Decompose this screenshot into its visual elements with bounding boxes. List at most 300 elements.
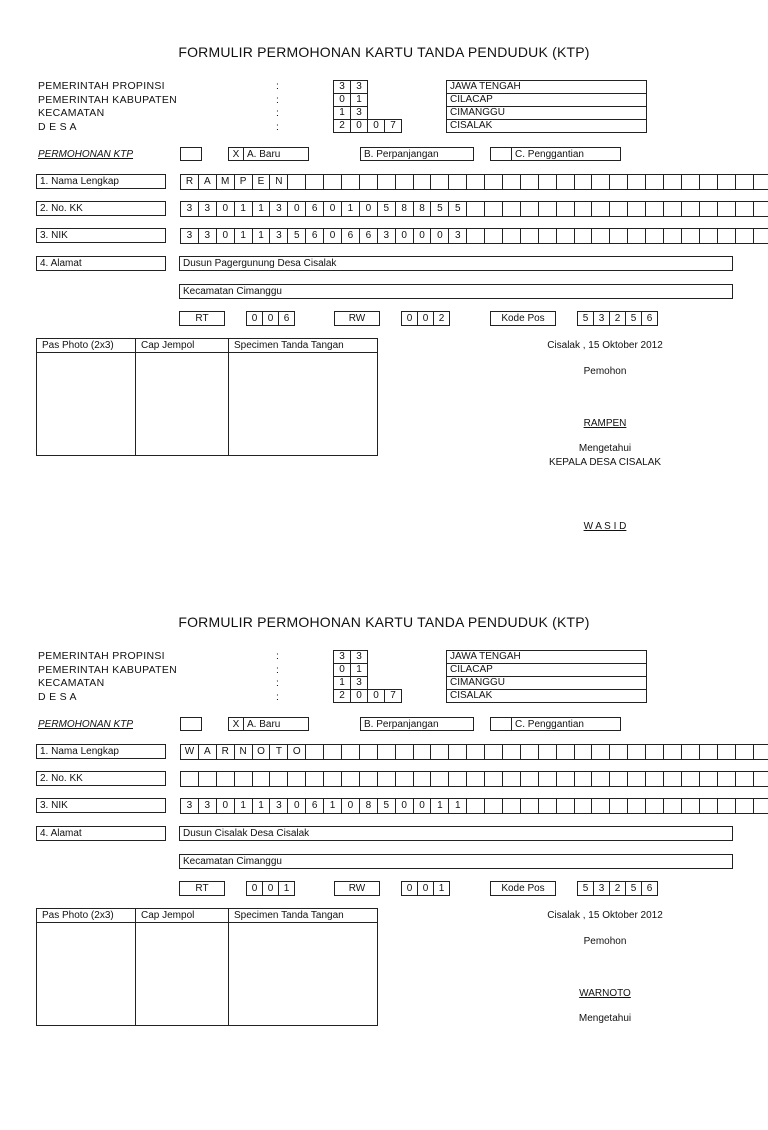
code-cell: 0 [333,663,351,677]
nik-cell [591,228,610,244]
permohonan-label: PERMOHONAN KTP [38,719,133,730]
alamat-line1[interactable]: Dusun Pagergunung Desa Cisalak [179,256,733,271]
code-cell: 7 [384,689,402,703]
option-penggantian[interactable] [490,147,621,161]
nik-cell: 5 [287,228,306,244]
kk-cell: 1 [341,201,360,217]
nama-cell [430,744,449,760]
kodepos-cell: 2 [609,311,626,326]
option-baru[interactable] [228,717,309,731]
colon: : [276,691,279,705]
kodepos-label: Kode Pos [490,881,556,896]
region-names [446,80,647,133]
nama-cell [663,744,682,760]
kabupaten-code [334,663,402,677]
nik-cell: 3 [198,228,217,244]
nama-cell [717,174,736,190]
nik-cell: 0 [216,228,235,244]
nama-cell [735,174,754,190]
rt-cells[interactable] [247,881,295,896]
nama-cell [627,744,646,760]
nama-cell: A [198,744,217,760]
nik-cell [466,228,485,244]
kk-cell: 3 [269,201,288,217]
kk-cell [305,771,324,787]
nama-cell: R [216,744,235,760]
nik-cell [520,228,539,244]
nik-cell [717,798,736,814]
kodepos-cell: 5 [625,311,642,326]
kk-cell [681,771,700,787]
kk-cell [538,201,557,217]
desa-code [334,689,402,703]
region-label: KECAMATAN [38,677,177,691]
rt-cell: 1 [278,881,295,896]
nik-cell [645,228,664,244]
kk-cell [717,201,736,217]
colon: : [276,107,279,121]
kk-cell [520,771,539,787]
kk-cell [430,771,449,787]
nama-cell [591,174,610,190]
nik-cell [502,228,521,244]
nik-cell: 0 [430,228,449,244]
nama-cell: R [180,174,199,190]
kabupaten-code [334,93,402,107]
specimen-header: Specimen Tanda Tangan [229,909,378,923]
kk-cell [627,201,646,217]
nama-cell [484,744,503,760]
option-penggantian[interactable] [490,717,621,731]
kodepos-cell: 5 [577,881,594,896]
cap-jempol-area [136,353,229,456]
nik-label: 3. NIK [36,228,166,243]
colon: : [276,94,279,108]
rw-label: RW [334,311,380,326]
nik-cell [681,228,700,244]
nik-cell [663,798,682,814]
option-baru-label: A. Baru [243,147,309,161]
pas-photo-header: Pas Photo (2x3) [37,339,136,353]
colon: : [276,664,279,678]
pas-photo-header: Pas Photo (2x3) [37,909,136,923]
photo-table [36,908,378,1026]
code-cell: 0 [350,689,368,703]
nik-cell: 0 [413,228,432,244]
permohonan-label: PERMOHONAN KTP [38,149,133,160]
kk-cell [413,771,432,787]
nama-cell [699,174,718,190]
rw-cell: 0 [417,881,434,896]
photo-table-header [37,339,378,353]
permohonan-checkbox[interactable] [180,147,202,161]
alamat-line2[interactable]: Kecamatan Cimanggu [179,854,733,869]
nama-cell [520,174,539,190]
nik-cell: 6 [305,798,324,814]
photo-table [36,338,378,456]
option-perpanjangan[interactable]: B. Perpanjangan [360,717,474,731]
region-label: D E S A [38,121,177,135]
form-title: FORMULIR PERMOHONAN KARTU TANDA PENDUDUK (KTP) [0,44,768,60]
nama-cell [681,174,700,190]
nik-cell [753,798,768,814]
code-cell: 3 [350,106,368,120]
permohonan-checkbox[interactable] [180,717,202,731]
kk-cell [198,771,217,787]
kk-cell [609,201,628,217]
pemohon-name [505,988,705,999]
code-cell: 3 [350,80,368,94]
code-cell: 2 [333,689,351,703]
alamat-line2[interactable]: Kecamatan Cimanggu [179,284,733,299]
kodepos-cell: 5 [625,881,642,896]
kk-cell [735,771,754,787]
nik-cell: 1 [430,798,449,814]
kodepos-cell: 3 [593,311,610,326]
nama-cell [466,174,485,190]
code-cell: 0 [367,119,385,133]
nama-cell [395,744,414,760]
rt-cell: 0 [246,311,263,326]
nama-cell [395,174,414,190]
kk-cell [645,201,664,217]
kk-cell [180,771,199,787]
ktp-form [0,570,768,1130]
colon: : [276,121,279,135]
region-label: PEMERINTAH PROPINSI [38,80,177,94]
nama-cell [753,744,768,760]
region-colons [276,80,279,134]
region-labels [38,650,177,704]
code-cell: 0 [367,689,385,703]
rw-cell: 1 [433,881,450,896]
kodepos-cells[interactable] [578,881,658,896]
kk-grid[interactable] [181,201,768,217]
nik-cell [484,798,503,814]
desa-code [334,119,402,133]
kk-cell: 6 [305,201,324,217]
nik-cell: 0 [395,798,414,814]
nama-cell [359,744,378,760]
nama-cell [556,744,575,760]
region-name: CILACAP [446,93,647,107]
kodepos-cell: 6 [641,311,658,326]
colon: : [276,650,279,664]
region-names [446,650,647,703]
nama-cell [502,744,521,760]
nama-cell [538,174,557,190]
nama-cell [377,744,396,760]
nama-cell: A [198,174,217,190]
nama-cell [341,744,360,760]
kk-cell [574,771,593,787]
code-cell: 3 [350,676,368,690]
nik-cell: 1 [323,798,342,814]
nik-cell [609,798,628,814]
kk-cell [484,771,503,787]
nik-cell [627,798,646,814]
nik-cell: 0 [287,798,306,814]
kk-cell: 1 [234,201,253,217]
nama-cell [413,744,432,760]
kk-cell [574,201,593,217]
kk-grid[interactable] [181,771,768,787]
photo-table-body [37,353,378,456]
rw-cell: 0 [401,881,418,896]
option-penggantian-label: C. Penggantian [511,717,621,731]
specimen-area[interactable] [229,353,378,456]
nik-grid[interactable] [181,798,768,814]
cap-jempol-area [136,923,229,1026]
region-name: CILACAP [446,663,647,677]
nik-cell [466,798,485,814]
cap-jempol-header: Cap Jempol [136,339,229,353]
kk-cell [699,201,718,217]
nik-cell: 1 [252,228,271,244]
nik-cell: 0 [395,228,414,244]
nama-cell [556,174,575,190]
specimen-area[interactable] [229,923,378,1026]
nama-cell [645,744,664,760]
region-codes [334,650,402,703]
nama-cell [323,174,342,190]
kk-cell [591,771,610,787]
nik-cell [753,228,768,244]
colon: : [276,677,279,691]
colon: : [276,80,279,94]
kk-cell [466,201,485,217]
kk-cell [341,771,360,787]
nama-cell [609,744,628,760]
kk-cell: 0 [216,201,235,217]
nama-cell [287,174,306,190]
nama-cell [377,174,396,190]
code-cell: 0 [333,93,351,107]
pas-photo-area [37,923,136,1026]
nik-grid[interactable] [181,228,768,244]
region-label: PEMERINTAH KABUPATEN [38,94,177,108]
kk-cell [699,771,718,787]
kk-cell [609,771,628,787]
kk-cell [466,771,485,787]
nama-cell [753,174,768,190]
kk-cell [359,771,378,787]
kk-cell [663,771,682,787]
nik-cell: 5 [377,798,396,814]
option-baru[interactable] [228,147,309,161]
kk-cell [520,201,539,217]
nik-cell [609,228,628,244]
nama-cell: O [252,744,271,760]
nik-cell [484,228,503,244]
kk-cell [323,771,342,787]
rt-cell: 0 [262,311,279,326]
nik-cell: 3 [198,798,217,814]
kk-cell: 0 [359,201,378,217]
region-label: PEMERINTAH PROPINSI [38,650,177,664]
nama-cell [735,744,754,760]
option-baru-mark: X [228,717,244,731]
nik-cell: 8 [359,798,378,814]
kk-cell [234,771,253,787]
nik-cell [502,798,521,814]
kk-label: 2. No. KK [36,771,166,786]
nik-cell: 6 [359,228,378,244]
nik-cell [645,798,664,814]
nik-cell [538,798,557,814]
nik-cell: 3 [180,798,199,814]
nama-cell: O [287,744,306,760]
pemohon-name [505,418,705,429]
region-label: KECAMATAN [38,107,177,121]
nik-cell [699,798,718,814]
nama-cell [413,174,432,190]
kk-cell [663,201,682,217]
rw-label: RW [334,881,380,896]
nik-cell [735,228,754,244]
rt-label: RT [179,881,225,896]
kk-cell [502,771,521,787]
nama-grid[interactable] [181,744,768,760]
nama-cell [484,174,503,190]
nama-cell [520,744,539,760]
kepala-desa-name [505,521,705,532]
nama-cell: E [252,174,271,190]
ktp-form [0,0,768,560]
kk-cell: 5 [448,201,467,217]
rw-cell: 0 [417,311,434,326]
nama-cell [717,744,736,760]
nama-cell [466,744,485,760]
region-colons [276,650,279,704]
nama-cell [448,174,467,190]
nama-cell [341,174,360,190]
option-penggantian-checkbox [490,147,512,161]
nama-grid[interactable] [181,174,768,190]
kk-cell [556,771,575,787]
kk-cell [591,201,610,217]
rt-label: RT [179,311,225,326]
option-penggantian-label: C. Penggantian [511,147,621,161]
nama-cell [323,744,342,760]
nik-cell: 3 [269,228,288,244]
option-perpanjangan[interactable]: B. Perpanjangan [360,147,474,161]
code-cell: 1 [350,663,368,677]
nama-cell [663,174,682,190]
kk-cell [753,771,768,787]
nama-cell [430,174,449,190]
kodepos-cell: 2 [609,881,626,896]
kk-cell [216,771,235,787]
nik-cell: 3 [377,228,396,244]
region-labels [38,80,177,134]
kk-cell [377,771,396,787]
region-label: PEMERINTAH KABUPATEN [38,664,177,678]
code-cell: 1 [350,93,368,107]
kk-cell [252,771,271,787]
region-name: CISALAK [446,119,647,133]
nama-cell: T [269,744,288,760]
kodepos-cell: 5 [577,311,594,326]
mengetahui-label: Mengetahui [505,443,705,454]
place-date: Cisalak , 15 Oktober 2012 [505,340,705,351]
code-cell: 1 [333,106,351,120]
nik-cell [574,798,593,814]
option-baru-label: A. Baru [243,717,309,731]
nik-cell [717,228,736,244]
kk-cell: 5 [377,201,396,217]
kk-cell [753,201,768,217]
kk-cell [681,201,700,217]
nama-cell [645,174,664,190]
region-name: JAWA TENGAH [446,650,647,664]
code-cell: 3 [350,650,368,664]
code-cell: 0 [350,119,368,133]
nama-cell [502,174,521,190]
nama-cell [538,744,557,760]
nik-cell [574,228,593,244]
kepala-desa-label: KEPALA DESA CISALAK [505,457,705,468]
nik-cell: 3 [448,228,467,244]
region-name: JAWA TENGAH [446,80,647,94]
kodepos-cell: 3 [593,881,610,896]
nama-cell [305,174,324,190]
kecamatan-code [334,676,402,690]
nama-label: 1. Nama Lengkap [36,174,166,189]
pemohon-name-text: RAMPEN [584,418,627,429]
alamat-line1[interactable]: Dusun Cisalak Desa Cisalak [179,826,733,841]
region-label: D E S A [38,691,177,705]
cap-jempol-header: Cap Jempol [136,909,229,923]
rw-cells[interactable] [402,881,450,896]
nik-cell: 3 [180,228,199,244]
rw-cell: 0 [401,311,418,326]
nama-cell [448,744,467,760]
rt-cells[interactable] [247,311,295,326]
nama-cell [574,744,593,760]
kk-cell [556,201,575,217]
kodepos-cells[interactable] [578,311,658,326]
kk-cell [484,201,503,217]
rw-cell: 2 [433,311,450,326]
kk-cell: 0 [287,201,306,217]
nik-cell: 0 [216,798,235,814]
kk-cell: 5 [430,201,449,217]
kk-cell [269,771,288,787]
nama-cell [609,174,628,190]
region-name: CISALAK [446,689,647,703]
nama-cell [305,744,324,760]
nama-cell [574,174,593,190]
kk-cell: 1 [252,201,271,217]
code-cell: 1 [333,676,351,690]
nik-cell: 0 [341,798,360,814]
nik-cell [663,228,682,244]
kk-cell [502,201,521,217]
nik-cell: 6 [305,228,324,244]
region-name: CIMANGGU [446,106,647,120]
nik-cell: 1 [448,798,467,814]
photo-table-body [37,923,378,1026]
kk-cell [287,771,306,787]
nik-cell: 1 [234,798,253,814]
nama-cell [681,744,700,760]
rw-cells[interactable] [402,311,450,326]
region-codes [334,80,402,133]
kk-cell: 3 [198,201,217,217]
nik-cell [591,798,610,814]
nik-cell [556,228,575,244]
